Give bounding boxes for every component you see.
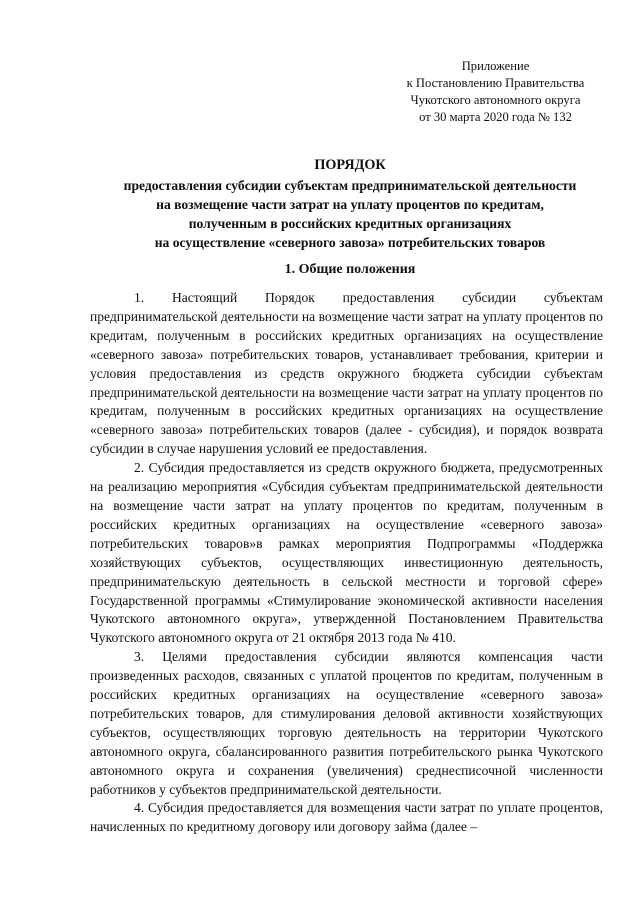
- paragraph-4: 4. Субсидия предоставляется для возмещения части затрат по уплате процентов, начисленных по кредитному договору или договору займа (далее –: [90, 800, 603, 835]
- appendix-line-4: от 30 марта 2020 года № 132: [419, 110, 572, 124]
- title-line-2: на возмещение части затрат на уплату процентов по кредитам,: [156, 197, 544, 212]
- appendix-line-3: Чукотского автономного округа: [410, 93, 581, 107]
- appendix-line-2: к Постановлению Правительства: [406, 76, 585, 90]
- title-line-1: предоставления субсидии субъектам предпринимательской деятельности: [123, 178, 577, 193]
- paragraph-2: 2. Субсидия предоставляется из средств окружного бюджета, предусмотренных на реализацию мероприятия «Субсидия субъектам предпринимательской деятельности на возмещение части затрат на уплату процентов по кредитам, полученным в российских кредитных организациях на осуществление «северного завоза» потребительских товаров»в рамках мероприятия Подпрограммы «Поддержка хозяйствующих субъектов, осуществляющих инвестиционную деятельность, предпринимательскую деятельность в сельской местности и торговой сфере» Государственной программы «Стимулирование экономической активности населения Чукотского автономного округа», утвержденной Постановлением Правительства Чукотского автономного округа от 21 октября 2013 года № 410.: [90, 460, 603, 646]
- appendix-line-1: Приложение: [461, 59, 530, 73]
- document-body: [90, 289, 603, 837]
- paragraph-1: 1. Настоящий Порядок предоставления субсидии субъектам предпринимательской деятельности на возмещение части затрат на уплату процентов по кредитам, полученным в российских кредитных организациях на осуществление «северного завоза» потребительских товаров, устанавливает требования, критерии и условия предоставления из средств окружного бюджета субсидии субъектам предпринимательской деятельности на возмещение части затрат на уплату процентов по кредитам, полученным в российских кредитных организациях на осуществление «северного завоза» потребительских товаров (далее - субсидия), и порядок возврата субсидии в случае нарушения условий ее предоставления.: [90, 290, 603, 457]
- appendix-header: [388, 58, 603, 126]
- title-heading: ПОРЯДОК: [314, 157, 386, 173]
- title-line-3: полученным в российских кредитных организациях: [188, 216, 512, 231]
- section-title: 1. Общие положения: [284, 262, 416, 277]
- title-line-4: на осуществление «северного завоза» потребительских товаров: [154, 235, 546, 250]
- document-title: [60, 156, 640, 252]
- paragraph-3: 3. Целями предоставления субсидии являются компенсация части произведенных расходов, связанных с уплатой процентов по кредитам, полученным в российских кредитных организациях на осуществление «северного завоза» потребительских товаров, для стимулирования деловой активности хозяйствующих субъектов, осуществляющих торговую деятельность на территории Чукотского автономного округа, сбалансированного развития потребительского рынка Чукотского автономного округа и сохранения (увеличения) среднесписочной численности работников у субъектов предпринимательской деятельности.: [90, 649, 603, 797]
